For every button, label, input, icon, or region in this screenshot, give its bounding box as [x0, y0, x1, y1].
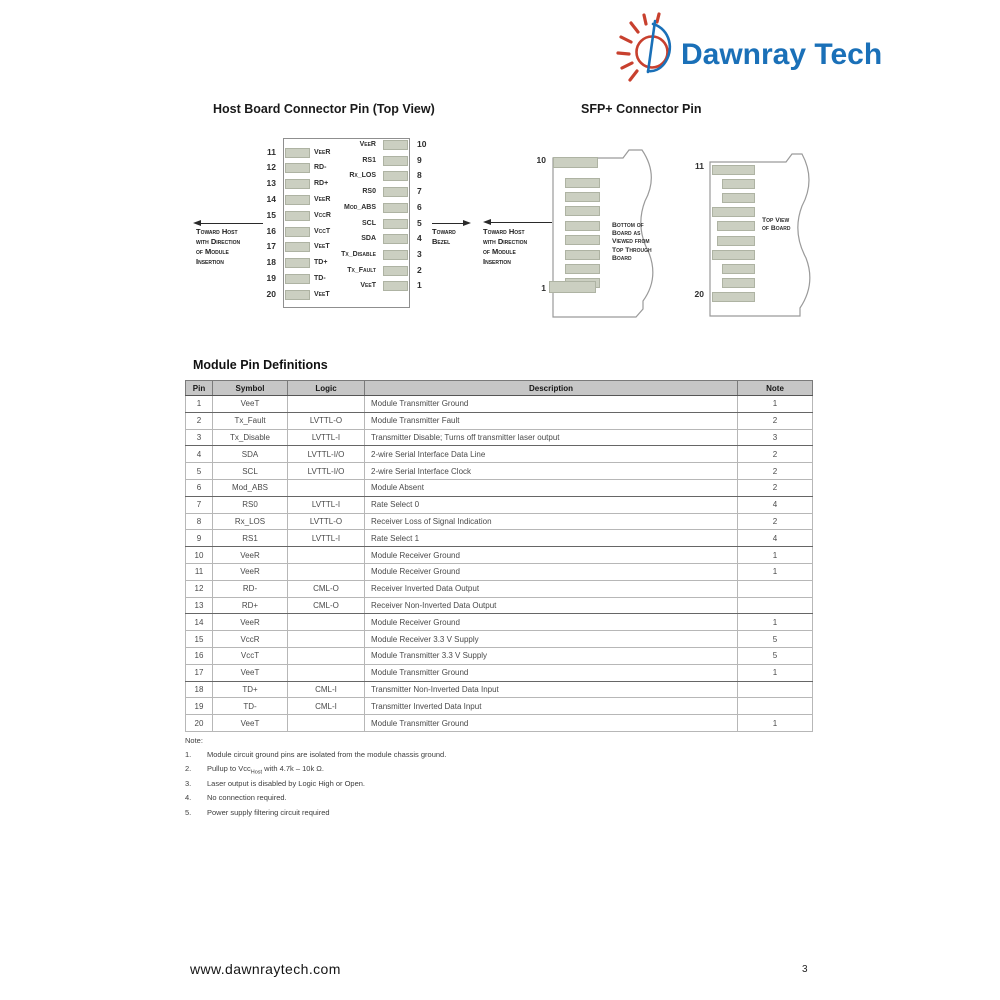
table-cell	[288, 715, 365, 732]
caption-line: Toward Host	[196, 227, 238, 236]
note-number: 4.	[185, 793, 192, 803]
pin-label: SDA	[361, 235, 376, 243]
table-cell: 8	[186, 513, 213, 530]
table-cell: VeeT	[213, 664, 288, 681]
sfp-top-board-outline	[700, 146, 822, 324]
pin-label: VccR	[314, 211, 331, 219]
table-cell: Module Receiver Ground	[365, 563, 738, 580]
table-cell: Receiver Inverted Data Output	[365, 580, 738, 597]
pin-label: VeeR	[314, 148, 331, 156]
pin-number: 2	[417, 264, 422, 275]
note-text: Module circuit ground pins are isolated from the module chassis ground.	[207, 750, 447, 759]
table-cell: LVTTL-I	[288, 496, 365, 513]
sun-compass-icon	[615, 10, 687, 86]
toward-host-arrowhead-icon	[193, 220, 201, 226]
pin-number: 10	[536, 155, 546, 165]
pin-number: 7	[417, 186, 422, 197]
pin-number: 11	[267, 146, 276, 157]
table-cell: CML-O	[288, 597, 365, 614]
footer-website: www.dawnraytech.com	[190, 961, 341, 977]
caption-line: Toward Host	[483, 227, 525, 236]
pin-number: 18	[266, 257, 276, 268]
table-cell: 2	[738, 412, 813, 429]
table-cell	[288, 631, 365, 648]
pin-number: 13	[266, 178, 276, 189]
pin-number: 8	[417, 170, 422, 181]
table-cell	[288, 396, 365, 413]
table-cell: 14	[186, 614, 213, 631]
footer-page-number: 3	[802, 964, 808, 975]
pin-label: RD+	[314, 180, 329, 188]
note-text: Power supply filtering circuit required	[207, 807, 330, 817]
pin-label: VccT	[314, 227, 331, 235]
table-cell: 2-wire Serial Interface Data Line	[365, 446, 738, 463]
pin-label: RS1	[362, 156, 376, 164]
table-cell: 9	[186, 530, 213, 547]
table-cell: 15	[186, 631, 213, 648]
pin-number: 14	[266, 193, 276, 204]
caption-line: Top View	[762, 217, 790, 224]
caption-line: of Module	[196, 247, 229, 256]
table-cell: Module Receiver 3.3 V Supply	[365, 631, 738, 648]
table-cell: VccT	[213, 647, 288, 664]
table-cell: Module Receiver Ground	[365, 614, 738, 631]
table-cell: Module Absent	[365, 479, 738, 496]
pin-number: 19	[266, 272, 276, 283]
toward-bezel-arrowhead-icon	[463, 220, 471, 226]
host-connector-outline	[283, 138, 410, 308]
caption-line: Bottom of	[612, 222, 644, 229]
table-cell: 1	[738, 664, 813, 681]
caption-line: Insertion	[483, 257, 511, 266]
table-cell: 1	[186, 396, 213, 413]
pin-number: 15	[266, 209, 276, 220]
table-cell	[288, 563, 365, 580]
table-row	[186, 463, 813, 480]
table-cell: 3	[186, 429, 213, 446]
table-row	[186, 681, 813, 698]
table-row	[186, 631, 813, 648]
caption-line: Board as	[612, 230, 641, 238]
pin-number: 1	[541, 283, 546, 293]
table-cell: VeeT	[213, 715, 288, 732]
caption-line: Top Through	[612, 246, 652, 254]
pin-number: 6	[417, 201, 422, 212]
table-cell: RD+	[213, 597, 288, 614]
toward-host-annotation	[196, 227, 240, 267]
note-item	[185, 808, 446, 822]
table-cell: Receiver Loss of Signal Indication	[365, 513, 738, 530]
toward-host2-arrowhead-icon	[483, 219, 491, 225]
table-cell: Module Transmitter Ground	[365, 664, 738, 681]
note-number: 3.	[185, 778, 192, 788]
sfp-bottom-board-caption	[612, 222, 652, 263]
table-cell: 1	[738, 614, 813, 631]
pin-label: Rx_LOS	[349, 172, 376, 180]
table-row	[186, 446, 813, 463]
table-cell: VeeT	[213, 396, 288, 413]
pin-number: 5	[417, 217, 422, 228]
table-cell: LVTTL-I/O	[288, 463, 365, 480]
note-item	[185, 764, 446, 778]
table-row	[186, 412, 813, 429]
table-cell	[288, 547, 365, 564]
note-item	[185, 793, 446, 807]
pin-label: TD+	[314, 259, 328, 267]
table-cell	[288, 664, 365, 681]
toward-bezel-arrow-line	[432, 223, 464, 224]
table-cell: 13	[186, 597, 213, 614]
table-cell: 18	[186, 681, 213, 698]
pin-number: 3	[417, 248, 422, 259]
table-cell: Rx_LOS	[213, 513, 288, 530]
table-cell: 5	[738, 647, 813, 664]
table-cell: CML-I	[288, 681, 365, 698]
table-row	[186, 664, 813, 681]
table-cell: LVTTL-I	[288, 429, 365, 446]
table-cell: Transmitter Non-Inverted Data Input	[365, 681, 738, 698]
table-cell: 2	[186, 412, 213, 429]
column-header: Pin	[186, 381, 213, 396]
table-cell: Rate Select 0	[365, 496, 738, 513]
table-cell: 19	[186, 698, 213, 715]
sfp-top-board-caption	[762, 217, 790, 233]
host-diagram-title: Host Board Connector Pin (Top View)	[213, 102, 435, 116]
table-cell	[288, 647, 365, 664]
pin-number: 12	[266, 162, 276, 173]
pin-number: 20	[694, 289, 704, 299]
table-cell: Module Transmitter Fault	[365, 412, 738, 429]
table-cell: 2	[738, 513, 813, 530]
toward-bezel-annotation	[432, 227, 456, 247]
pin-label: VeeR	[314, 195, 331, 203]
caption-line: with Direction	[483, 237, 528, 246]
table-cell: Transmitter Disable; Turns off transmitter laser output	[365, 429, 738, 446]
table-row	[186, 715, 813, 732]
table-cell: 16	[186, 647, 213, 664]
pin-definitions-table	[185, 380, 813, 732]
table-cell: 2	[738, 446, 813, 463]
table-cell: Module Transmitter Ground	[365, 396, 738, 413]
pin-number: 1	[417, 280, 422, 291]
table-row	[186, 530, 813, 547]
note-text: No connection required.	[207, 793, 287, 803]
table-cell: LVTTL-O	[288, 513, 365, 530]
caption-line: Toward	[432, 227, 456, 236]
note-item	[185, 779, 446, 793]
table-cell: Rate Select 1	[365, 530, 738, 547]
table-cell: Module Transmitter Ground	[365, 715, 738, 732]
table-cell: 6	[186, 479, 213, 496]
pin-number: 17	[266, 241, 276, 252]
table-row	[186, 396, 813, 413]
table-cell: Module Receiver Ground	[365, 547, 738, 564]
table-cell: RD-	[213, 580, 288, 597]
pin-label: Tx_Disable	[341, 250, 376, 258]
table-row	[186, 614, 813, 631]
table-cell: 5	[738, 631, 813, 648]
pin-label: SCL	[362, 219, 376, 227]
note-number: 1.	[185, 750, 192, 759]
table-cell: 17	[186, 664, 213, 681]
table-cell: 2-wire Serial Interface Clock	[365, 463, 738, 480]
table-cell: RS1	[213, 530, 288, 547]
caption-line: Board	[612, 254, 632, 262]
logo-text: Dawnray Tech	[681, 38, 883, 71]
pin-label: VeeT	[360, 282, 376, 290]
table-cell: 4	[738, 496, 813, 513]
pin-number: 20	[266, 288, 276, 299]
pin-label: Tx_Fault	[347, 266, 376, 274]
table-cell: 2	[738, 463, 813, 480]
table-cell: LVTTL-I/O	[288, 446, 365, 463]
note-item	[185, 750, 446, 764]
table-row	[186, 563, 813, 580]
note-text: Laser output is disabled by Logic High or Open.	[207, 778, 366, 788]
toward-host-arrow-line	[197, 223, 263, 224]
pin-label: Mod_ABS	[343, 203, 376, 211]
table-row	[186, 580, 813, 597]
pin-label: RD-	[314, 164, 327, 172]
pin-number: 11	[695, 161, 704, 171]
table-cell	[738, 597, 813, 614]
pin-label: VeeR	[359, 141, 376, 148]
table-cell	[738, 580, 813, 597]
note-number: 5.	[185, 807, 192, 817]
pin-number: 9	[417, 154, 422, 165]
column-header: Description	[365, 381, 738, 396]
table-cell: 5	[186, 463, 213, 480]
sfp-diagram-title: SFP+ Connector Pin	[581, 102, 702, 116]
table-cell: 7	[186, 496, 213, 513]
note-number: 2.	[185, 764, 192, 774]
pin-number: 4	[417, 233, 422, 244]
caption-line: Insertion	[196, 257, 224, 266]
caption-line: Bezel	[432, 237, 451, 246]
pin-label: VeeT	[314, 290, 330, 298]
table-cell: Receiver Non-Inverted Data Output	[365, 597, 738, 614]
table-cell: 1	[738, 396, 813, 413]
table-row	[186, 547, 813, 564]
table-cell: Module Transmitter 3.3 V Supply	[365, 647, 738, 664]
pin-table-body	[186, 396, 813, 732]
table-cell: RS0	[213, 496, 288, 513]
table-cell: 1	[738, 547, 813, 564]
table-cell: 10	[186, 547, 213, 564]
table-cell: 3	[738, 429, 813, 446]
sfp-bottom-board-outline	[545, 143, 677, 329]
column-header: Logic	[288, 381, 365, 396]
table-row	[186, 479, 813, 496]
table-cell: 4	[186, 446, 213, 463]
notes-section	[185, 736, 446, 822]
table-cell: TD+	[213, 681, 288, 698]
table-cell: Transmitter Inverted Data Input	[365, 698, 738, 715]
table-cell: TD-	[213, 698, 288, 715]
table-cell: 12	[186, 580, 213, 597]
table-cell: VeeR	[213, 547, 288, 564]
table-cell	[738, 681, 813, 698]
table-row	[186, 429, 813, 446]
pin-number: 16	[266, 225, 276, 236]
table-cell: 1	[738, 563, 813, 580]
table-row	[186, 496, 813, 513]
table-cell: 11	[186, 563, 213, 580]
table-row	[186, 597, 813, 614]
caption-line: of Board	[762, 225, 791, 233]
table-row	[186, 647, 813, 664]
table-cell	[288, 614, 365, 631]
pin-label: VeeT	[314, 243, 330, 251]
table-cell: SCL	[213, 463, 288, 480]
toward-host2-arrow-line	[487, 222, 552, 223]
column-header: Symbol	[213, 381, 288, 396]
pin-table-header-row	[186, 381, 813, 396]
table-cell: Mod_ABS	[213, 479, 288, 496]
company-logo	[615, 10, 882, 86]
table-cell	[738, 698, 813, 715]
table-cell: 2	[738, 479, 813, 496]
table-cell: CML-O	[288, 580, 365, 597]
table-cell: Tx_Disable	[213, 429, 288, 446]
table-cell: LVTTL-O	[288, 412, 365, 429]
table-cell: VeeR	[213, 614, 288, 631]
table-cell: Tx_Fault	[213, 412, 288, 429]
table-title: Module Pin Definitions	[193, 358, 328, 372]
toward-host2-annotation	[483, 227, 527, 267]
table-cell: 4	[738, 530, 813, 547]
notes-list	[185, 750, 446, 822]
caption-line: Viewed from	[612, 238, 650, 246]
table-cell: SDA	[213, 446, 288, 463]
column-header: Note	[738, 381, 813, 396]
pin-number: 10	[417, 139, 427, 149]
table-cell: VccR	[213, 631, 288, 648]
table-cell: 20	[186, 715, 213, 732]
notes-label: Note:	[185, 736, 203, 745]
table-row	[186, 513, 813, 530]
note-text: Pullup to Vcc$_{Host}$ with 4.7k – 10k Ω.	[207, 764, 324, 776]
table-cell: LVTTL-I	[288, 530, 365, 547]
table-cell	[288, 479, 365, 496]
pin-label: TD-	[314, 274, 326, 282]
table-cell: VeeR	[213, 563, 288, 580]
table-cell: 1	[738, 715, 813, 732]
table-cell: CML-I	[288, 698, 365, 715]
pin-label: RS0	[362, 188, 376, 196]
table-row	[186, 698, 813, 715]
caption-line: of Module	[483, 247, 516, 256]
caption-line: with Direction	[196, 237, 241, 246]
